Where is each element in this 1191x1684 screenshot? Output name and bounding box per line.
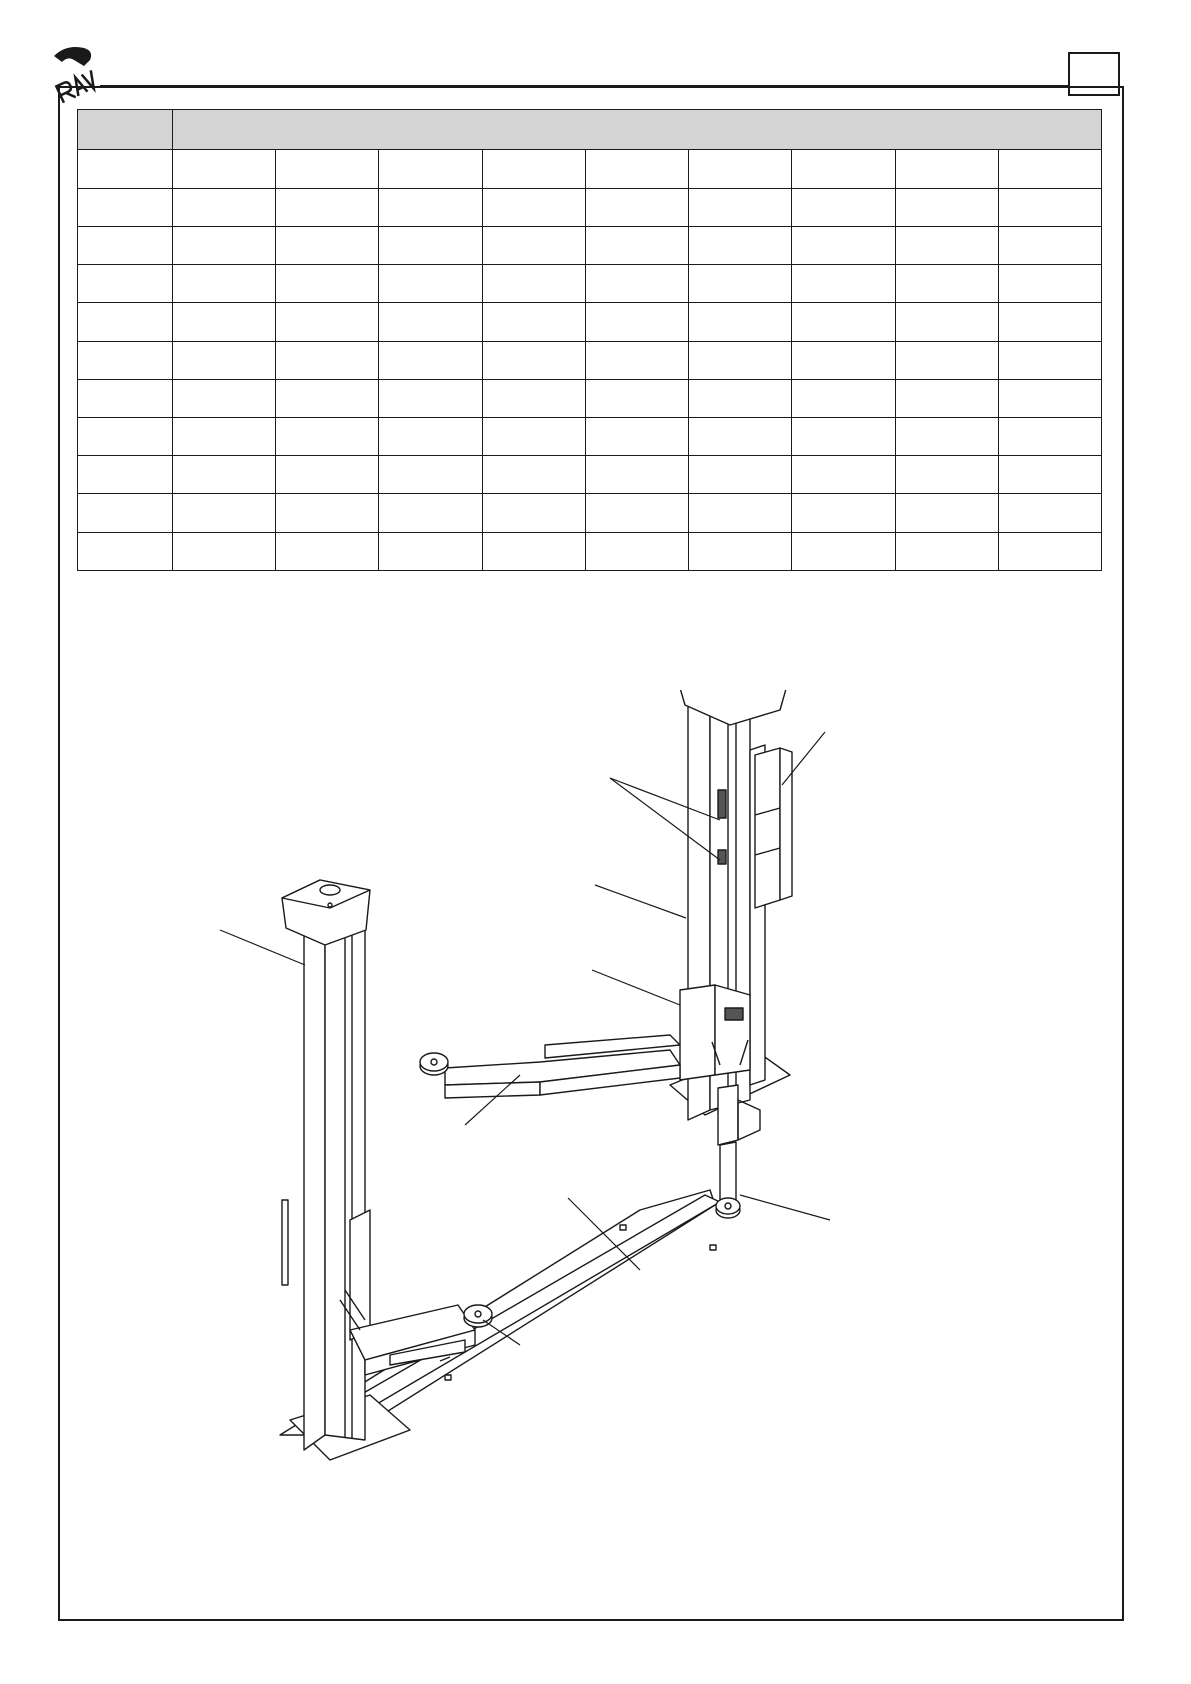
- right-rear-lift-arm: [420, 1035, 680, 1098]
- two-post-lift-diagram: [200, 690, 920, 1490]
- table-row: [78, 379, 1102, 417]
- callout-line: [740, 1195, 830, 1220]
- table-row: [78, 303, 1102, 341]
- table-row: [78, 265, 1102, 303]
- callout-line: [592, 970, 680, 1005]
- table-row: [78, 150, 1102, 188]
- table-row: [78, 456, 1102, 494]
- table-row: [78, 188, 1102, 226]
- table-row: [78, 226, 1102, 264]
- left-column: [282, 880, 370, 1450]
- right-column: [680, 690, 792, 1120]
- table-header-row: [78, 110, 1102, 150]
- table-row: [78, 418, 1102, 456]
- callout-line: [595, 885, 686, 918]
- table-row: [78, 341, 1102, 379]
- callout-line: [220, 930, 305, 965]
- table-row: [78, 494, 1102, 532]
- table-header-cell: [173, 110, 1102, 150]
- table-row: [78, 532, 1102, 570]
- table-header-cell: [78, 110, 173, 150]
- spec-table: [77, 109, 1102, 571]
